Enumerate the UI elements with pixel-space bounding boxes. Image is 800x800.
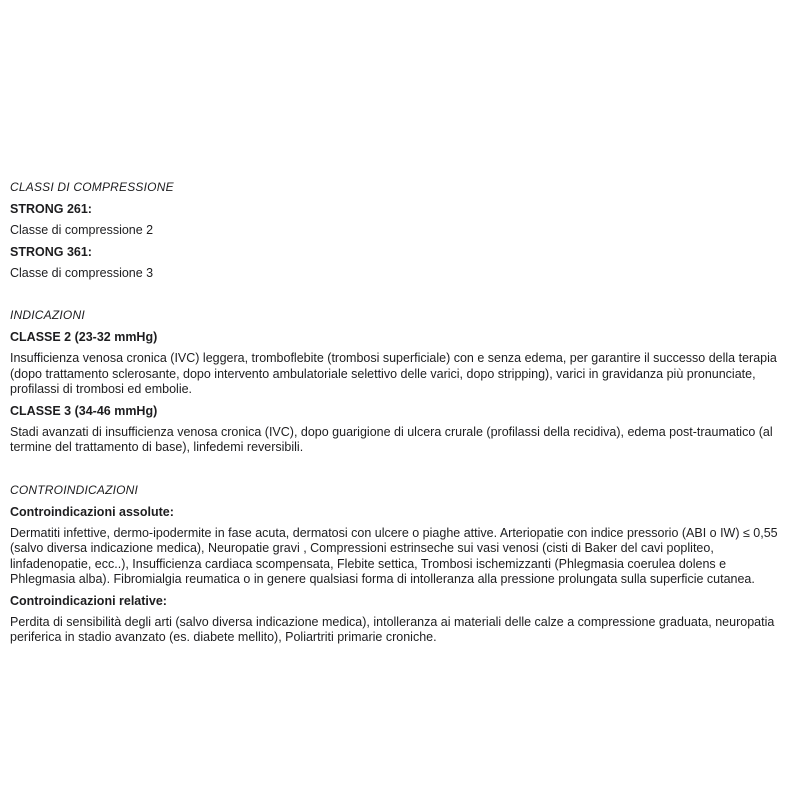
section-indications	[10, 307, 786, 456]
section-contraindications	[10, 482, 786, 646]
contraindications-heading: CONTROINDICAZIONI	[10, 482, 139, 497]
class-3-text: Stadi avanzati di insufficienza venosa cronica (IVC), dopo guarigione di ulcera crurale (profilassi della recidiva), edema post-traumatico (al termine del trattamento di base), linfedemi reversibili.	[10, 424, 773, 454]
compression-classes-heading: CLASSI DI COMPRESSIONE	[10, 180, 174, 194]
class-2-text: Insufficienza venosa cronica (IVC) leggera, tromboflebite (trombosi superficiale) con e senza edema, per garantire il successo della terapia (dopo trattamento sclerosante, dopo intervento ambulatoriale selettivo delle varici, dopo stripping), varici in gravidanza più pronunciate, profilassi di trombosi ed embolie.	[10, 351, 777, 396]
strong-261-value: Classe di compressione 2	[10, 223, 154, 237]
absolute-contraindications-text: Dermatiti infettive, dermo-ipodermite in fase acuta, dermatosi con ulcere o piaghe attive. Arteriopatie con indice pressorio (ABI o IW) ≤ 0,55 (salvo diversa indicazione medica), Neuropatie gravi , Compressioni estrinseche sui vasi venosi (cisti di Baker del cavi popliteo, linfadenopatie, ecc..), Insufficienza cardiaca scompensata, Flebite settica, Trombosi ischemizzanti (Phlegmasia coerulea dolens e Phlegmasia alba). Fibromialgia reumatica o in genere qualsiasi forma di intolleranza alla pressione prolungata sulla superficie cutanea.	[10, 525, 778, 586]
class-2-label: CLASSE 2 (23-32 mmHg)	[10, 330, 158, 344]
relative-contraindications-text: Perdita di sensibilità degli arti (salvo diversa indicazione medica), intolleranza ai materiali delle calze a compressione graduata, neuropatia periferica in stadio avanzato (es. diabete mellito), Poliartriti primarie croniche.	[10, 614, 775, 644]
indications-heading: INDICAZIONI	[10, 308, 85, 322]
relative-contraindications-label: Controindicazioni relative:	[10, 593, 167, 608]
class-3-label: CLASSE 3 (34-46 mmHg)	[10, 403, 158, 418]
strong-361-value: Classe di compressione 3	[10, 265, 154, 280]
absolute-contraindications-label: Controindicazioni assolute:	[10, 504, 174, 519]
strong-261-label: STRONG 261:	[10, 202, 92, 216]
strong-361-label: STRONG 361:	[10, 244, 92, 259]
section-compression-classes	[10, 179, 786, 281]
